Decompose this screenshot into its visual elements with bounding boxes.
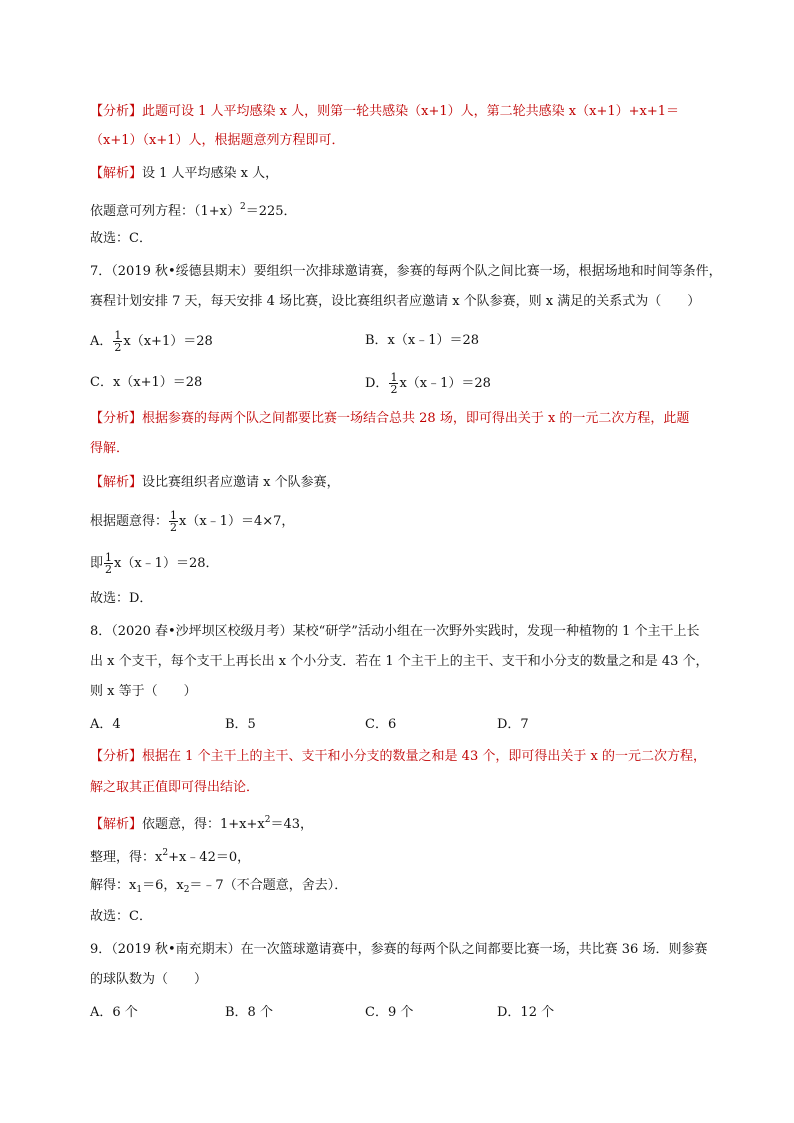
q8-option-c[interactable]: C．6 — [365, 717, 397, 732]
q7-option-d[interactable]: D． $\frac{1}{2}$ x（x﹣1）＝28 — [365, 371, 491, 396]
q7-analysis-line2: 得解． — [90, 441, 130, 456]
q6-analysis-line2: （x+1）（x+1）人，根据题意列方程即可． — [90, 133, 345, 148]
fraction-half: $\frac{1}{2}$ — [390, 371, 398, 396]
q8-analysis-line2: 解之取其正值即可得出结论． — [90, 780, 260, 795]
q8-stem-line1: 8．（2020 春•沙坪坝区校级月考）某校“研学”活动小组在一次野外实践时，发现一种植物的 1 个主干上长 — [90, 624, 700, 639]
q8-stem-line2: 出 x 个支干，每个支干上再长出 x 个小分支．若在 1 个主干上的主干、支干和小分支的数量之和是 43 个， — [90, 654, 709, 669]
q9-stem-line1: 9．（2019 秋•南充期末）在一次篮球邀请赛中，参赛的每两个队之间都要比赛一场，共比赛 36 场．则参赛 — [90, 942, 708, 957]
q7-stem-line2: 赛程计划安排 7 天，每天安排 4 场比赛，设比赛组织者应邀请 x 个队参赛，则 x 满足的关系式为（ ） — [90, 294, 701, 309]
q6-answer: 故选：C． — [90, 231, 152, 246]
fraction-half: $\frac{1}{2}$ — [105, 551, 113, 576]
fraction-half: $\frac{1}{2}$ — [114, 329, 122, 354]
q8-option-d[interactable]: D．7 — [497, 717, 529, 732]
q6-solution-line2: 依题意可列方程：$(1+x)^2=225$． — [90, 202, 297, 219]
q6-analysis-line1: 【分析】此题可设 1 人平均感染 x 人，则第一轮共感染（x+1）人，第二轮共感染 x（x+1）+x+1＝ — [90, 104, 679, 119]
q8-answer: 故选：C． — [90, 909, 152, 924]
fraction-half: $\frac{1}{2}$ — [170, 509, 178, 534]
q8-option-b[interactable]: B．5 — [225, 717, 256, 732]
q8-stem-line3: 则 x 等于（ ） — [90, 684, 197, 699]
q9-option-a[interactable]: A．6 个 — [90, 1005, 138, 1020]
q9-option-c[interactable]: C．9 个 — [365, 1005, 414, 1020]
q9-option-d[interactable]: D．12 个 — [497, 1005, 555, 1020]
q7-solution-line1: 【解析】设比赛组织者应邀请 x 个队参赛， — [90, 475, 340, 490]
q8-analysis-line1: 【分析】根据在 1 个主干上的主干、支干和小分支的数量之和是 43 个，即可得出关于 x 的一元二次方程， — [90, 749, 706, 764]
q8-option-a[interactable]: A．4 — [90, 717, 121, 732]
q7-solution-line2: 根据题意得： $\frac{1}{2}$ x（x﹣1）＝4×7， — [90, 509, 295, 534]
q6-solution-line1: 【解析】设 1 人平均感染 x 人， — [90, 166, 279, 181]
q7-option-c[interactable]: C．x（x+1）＝28 — [90, 375, 203, 390]
q7-option-a[interactable]: A． $\frac{1}{2}$ x（x+1）＝28 — [90, 329, 213, 354]
q7-option-b[interactable]: B．x（x﹣1）＝28 — [365, 333, 480, 348]
q7-answer: 故选：D． — [90, 591, 153, 606]
q7-solution-line3: 即 $\frac{1}{2}$ x（x﹣1）＝28． — [90, 551, 219, 576]
q8-solution-line2: 整理，得：$x^2+x﹣42=0$， — [90, 848, 251, 865]
q9-stem-line2: 的球队数为（ ） — [90, 972, 208, 987]
q8-solution-line3: 解得：$x_1=6$，$x_2=﹣7$（不合题意，舍去）． — [90, 878, 348, 895]
q8-solution-line1: 【解析】依题意，得：$1+x+x^2=43$， — [90, 815, 314, 832]
q9-option-b[interactable]: B．8 个 — [225, 1005, 273, 1020]
q7-stem-line1: 7．（2019 秋•绥德县期末）要组织一次排球邀请赛，参赛的每两个队之间比赛一场，根据场地和时间等条件， — [90, 264, 722, 279]
q7-analysis-line1: 【分析】根据参赛的每两个队之间都要比赛一场结合总共 28 场，即可得出关于 x 的一元二次方程，此题 — [90, 411, 690, 426]
